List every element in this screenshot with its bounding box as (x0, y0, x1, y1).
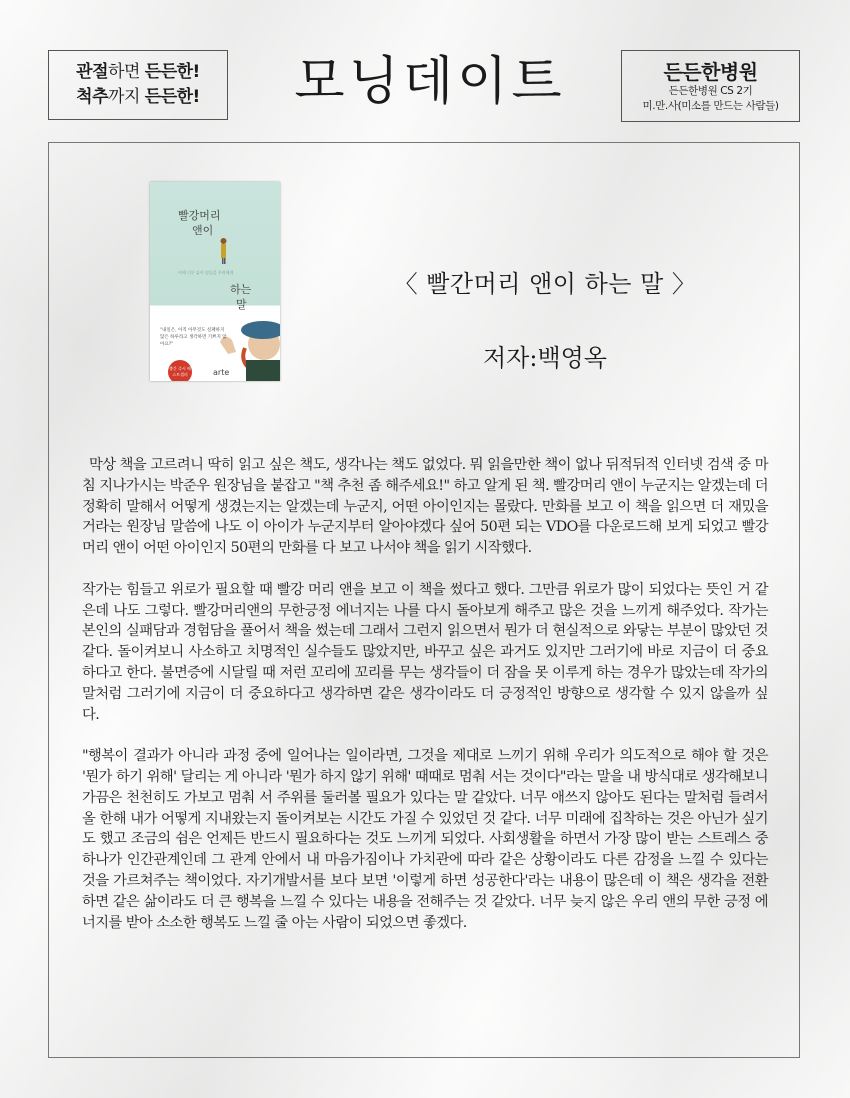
book-author: 저자:백영옥 (482, 344, 607, 372)
cover-tagline: 어제 너무 늦어 힘들을 우리에게 (178, 270, 234, 275)
review-paragraph: 작가는 힘들고 위로가 필요할 때 빨강 머리 앤을 보고 이 책을 썼다고 했다. 그만큼 위로가 많이 되었다는 뜻인 거 같은데 나도 그렇다. 빨강머리앤의 무한긍정 에너지는 나를 다시 돌아보게 해주고 많은 것을 느끼게 해주었다. 작가는 본인의 실패담과 경험담을 풀어서 책을 썼는데 그래서 그런지 읽으면서 뭔가 더 현실적으로 와닿는 부분이 많았던 것 같다. 돌이켜보니 사소하고 치명적인 실수들도 많았지만, 바꾸고 싶은 과거도 있지만 그러기에 바로 지금이 더 중요하다고 한다. 불면증에 시달릴 때 저런 꼬리에 꼬리를 무는 생각들이 더 잠을 못 이루게 하는 경우가 많았는데 작가의 말처럼 그러기에 지금이 더 중요하다고 생각하면 같은 생각이라도 더 긍정적인 방향으로 생각할 수 있지 않을까 싶다. (82, 581, 768, 723)
slogan-line-1: 관절하면 든든한! (76, 62, 200, 82)
cover-title-bottom: 하는 말 (230, 283, 252, 311)
book-cover-image (150, 182, 280, 381)
publisher-logo: arte (213, 368, 230, 377)
hospital-box (621, 50, 800, 122)
review-paragraph: "행복이 결과가 아니라 과정 중에 일어나는 일이라면, 그것을 제대로 느끼기 위해 우리가 의도적으로 해야 할 것은 '뭔가 하기 위해' 달리는 게 아니라 '뭔가 하지 않기 위해' 때때로 멈춰 서는 것이다"라는 말을 내 방식대로 생각해보니 가끔은 천천히도 가보고 멈춰 서 주위를 둘러볼 필요가 있다는 말 같았다. 너무 애쓰지 않아도 된다는 말처럼 들려서 올 한해 내가 어떻게 지내왔는지 돌이켜보는 시간도 가질 수 있었던 것 같다. 너무 미래에 집착하는 것은 아닌가 싶기도 했고 조금의 쉼은 언제든 반드시 필요하다는 것도 느끼게 되었다. 사회생활을 하면서 가장 많이 받는 스트레스 중 하나가 인간관계인데 그 관계 안에서 내 마음가짐이나 가치관에 따라 같은 상황이라도 다른 감정을 느낄 수 있다는 것을 가르쳐주는 책이었다. 자기개발서를 보다 보면 '이렇게 하면 성공한다'라는 내용이 많은데 이 책은 생각을 전환하면 같은 삶이라도 더 큰 행복을 느낄 수 있다는 내용을 전해주는 것 같았다. 너무 늦지 않은 우리 앤의 무한 긍정 에너지를 받아 소소한 행복도 느낄 줄 아는 사람이 되었으면 좋겠다. (82, 748, 768, 931)
hospital-club: 미.만.사(미소를 만드는 사람들) (642, 100, 779, 112)
newsletter-title: 모닝데이트 (294, 52, 566, 112)
bestseller-badge: 출간 즉시 베스트셀러 (168, 360, 192, 381)
cover-title-top: 빨강머리 앤이 (178, 209, 221, 237)
slogan-line-2: 척추까지 든든한! (76, 87, 200, 107)
review-body (82, 455, 768, 954)
hospital-team: 든든한병원 CS 2기 (668, 85, 753, 97)
book-title: 〈 빨간머리 앤이 하는 말 〉 (393, 270, 697, 298)
hospital-name: 든든한병원 (663, 60, 758, 84)
review-paragraph: 막상 책을 고르려니 딱히 읽고 싶은 책도, 생각나는 책도 없었다. 뭐 읽을만한 책이 없나 뒤적뒤적 인터넷 검색 중 마침 지나가시는 박준우 원장님을 붙잡고 "책 추천 좀 해주세요!" 하고 알게 된 책. 빨강머리 앤이 누군지는 알겠는데 더 정확히 말해서 어떻게 생겼는지는 알겠는데 누군지, 어떤 아이인지는 몰랐다. 만화를 보고 이 책을 읽으면 더 재밌을 거라는 원장님 말씀에 나도 이 아이가 누군지부터 알아야겠다 싶어 50편 되는 VDO를 다운로드해 보게 되었고 빨강 머리 앤이 어떤 아이인지 50편의 만화를 다 보고 나서야 책을 읽기 시작했다. (82, 457, 768, 557)
slogan-box (48, 50, 228, 120)
anne-figure-icon (150, 182, 280, 381)
cover-quote: "내일은, 아직 아무것도 실패하지 않은 하루라고 생각하면 기쁘지 않아요?" (160, 328, 227, 347)
